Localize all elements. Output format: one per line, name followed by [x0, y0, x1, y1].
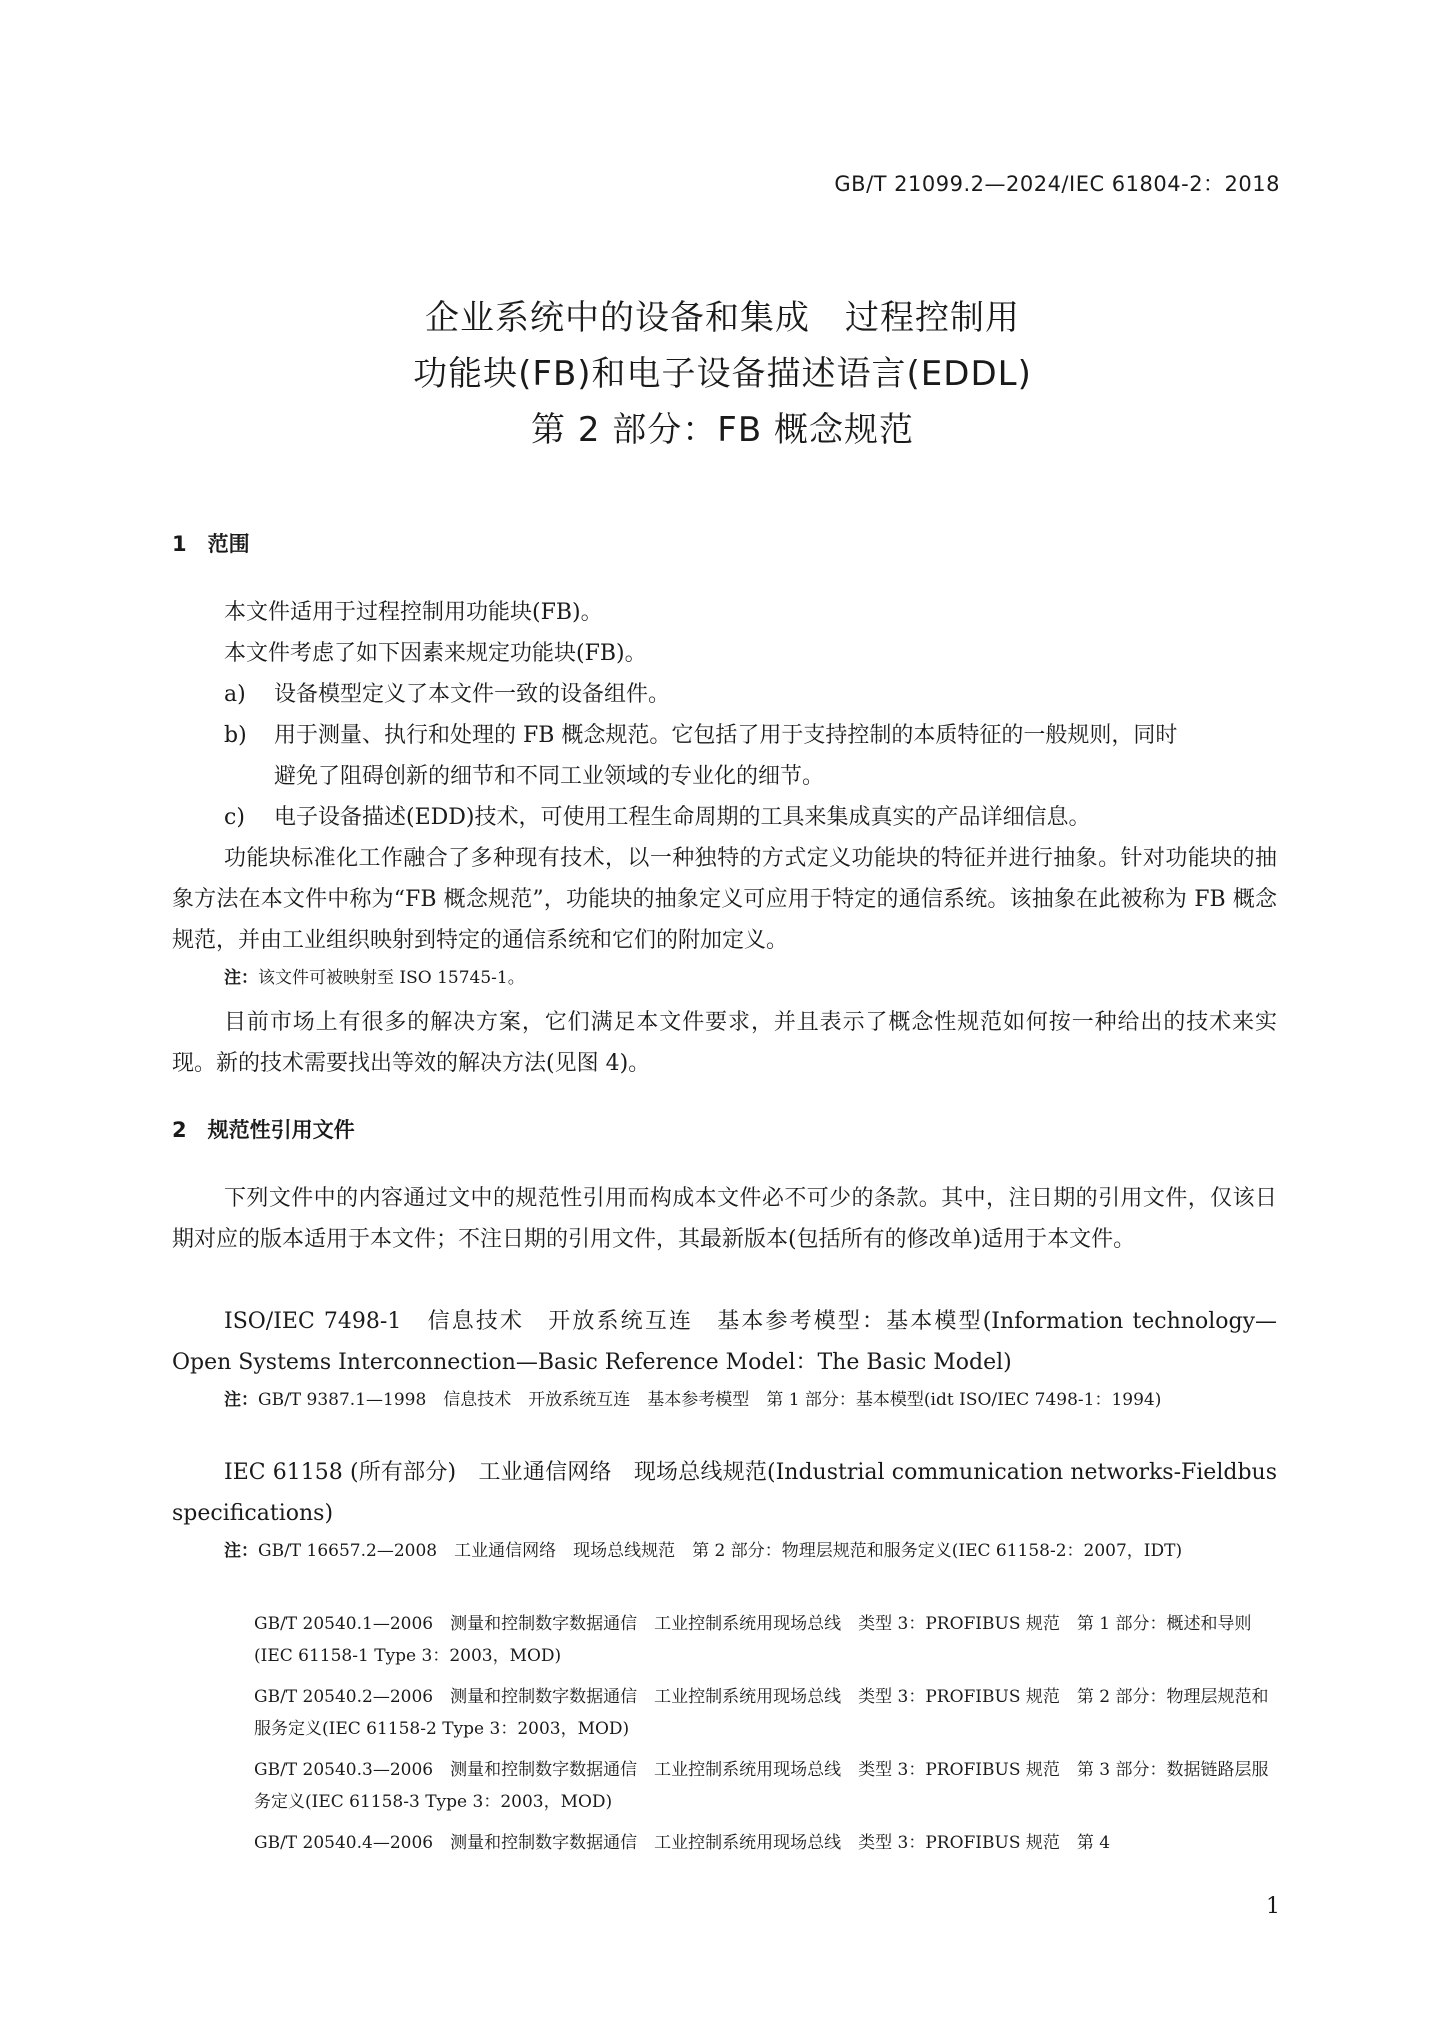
note-label: 注：	[224, 968, 258, 988]
list-item-c-label: c)	[224, 805, 245, 830]
list-item-a	[224, 674, 1284, 715]
reference-2-note-5: GB/T 20540.4—2006 测量和控制数字数据通信 工业控制系统用现场总线 类型 3：PROFIBUS 规范 第 4	[254, 1833, 1111, 1853]
section-2-paragraph-1: 下列文件中的内容通过文中的规范性引用而构成本文件必不可少的条款。其中，注日期的引用文件，仅该日期对应的版本适用于本文件；不注日期的引用文件，其最新版本(包括所有的修改单)适用于本文件。	[172, 1186, 1277, 1252]
title-line-2: 功能块(FB)和电子设备描述语言(EDDL)	[413, 354, 1032, 394]
list-item-b	[224, 715, 1284, 756]
note-text: 该文件可被映射至 ISO 15745-1。	[258, 968, 525, 988]
list-item-c-text: 电子设备描述(EDD)技术，可使用工程生命周期的工具来集成真实的产品详细信息。	[274, 805, 1091, 830]
reference-2-note-4: GB/T 20540.3—2006 测量和控制数字数据通信 工业控制系统用现场总线 类型 3：PROFIBUS 规范 第 3 部分：数据链路层服务定义(IEC 61158-3 Type 3：2003，MOD)	[254, 1760, 1269, 1812]
section-1-heading: 1 范围	[172, 532, 250, 556]
section-1-paragraph-4: 目前市场上有很多的解决方案，它们满足本文件要求，并且表示了概念性规范如何按一种给出的技术来实现。新的技术需要找出等效的解决方法(见图 4)。	[172, 1010, 1277, 1076]
reference-2-note-2: GB/T 20540.1—2006 测量和控制数字数据通信 工业控制系统用现场总线 类型 3：PROFIBUS 规范 第 1 部分：概述和导则(IEC 61158-1 Type 3：2003，MOD)	[254, 1614, 1252, 1666]
section-1-paragraph-3: 功能块标准化工作融合了多种现有技术，以一种独特的方式定义功能块的特征并进行抽象。针对功能块的抽象方法在本文件中称为“FB 概念规范”，功能块的抽象定义可应用于特定的通信系统。该抽象在此被称为 FB 概念规范，并由工业组织映射到特定的通信系统和它们的附加定义。	[172, 846, 1277, 953]
list-item-c	[224, 797, 1284, 838]
section-1-paragraph-2: 本文件考虑了如下因素来规定功能块(FB)。	[224, 641, 647, 666]
page-number: 1	[1266, 1894, 1280, 1919]
reference-2-note-1	[224, 1535, 1284, 1567]
reference-1-note-label: 注：	[224, 1390, 258, 1410]
list-item-b-text: 用于测量、执行和处理的 FB 概念规范。它包括了用于支持控制的本质特征的一般规则，同时	[274, 723, 1178, 748]
reference-1-note	[224, 1384, 1284, 1416]
reference-iec-61158: IEC 61158 (所有部分) 工业通信网络 现场总线规范(Industrial communication networks-Fieldbus specifications)	[172, 1460, 1277, 1526]
section-2-heading: 2 规范性引用文件	[172, 1118, 355, 1142]
standard-code: GB/T 21099.2—2024/IEC 61804-2：2018	[834, 172, 1280, 196]
reference-2-note-label: 注：	[224, 1541, 258, 1561]
section-1-note	[224, 962, 1284, 994]
title-line-3: 第 2 部分：FB 概念规范	[531, 410, 914, 450]
list-item-b-label: b)	[224, 723, 247, 748]
title-line-1: 企业系统中的设备和集成 过程控制用	[425, 298, 1020, 338]
reference-2-note-3: GB/T 20540.2—2006 测量和控制数字数据通信 工业控制系统用现场总线 类型 3：PROFIBUS 规范 第 2 部分：物理层规范和服务定义(IEC 61158-2 Type 3：2003，MOD)	[254, 1687, 1269, 1739]
reference-1-note-text: GB/T 9387.1—1998 信息技术 开放系统互连 基本参考模型 第 1 部分：基本模型(idt ISO/IEC 7498-1：1994)	[258, 1390, 1162, 1410]
list-item-a-label: a)	[224, 682, 246, 707]
document-title	[0, 290, 1445, 458]
reference-2-note-1-text: GB/T 16657.2—2008 工业通信网络 现场总线规范 第 2 部分：物理层规范和服务定义(IEC 61158-2：2007，IDT)	[258, 1541, 1183, 1561]
list-item-b-continuation: 避免了阻碍创新的细节和不同工业领域的专业化的细节。	[274, 764, 825, 789]
section-1-paragraph-1: 本文件适用于过程控制用功能块(FB)。	[224, 600, 603, 625]
list-item-a-text: 设备模型定义了本文件一致的设备组件。	[274, 682, 671, 707]
reference-iso-iec-7498-1: ISO/IEC 7498-1 信息技术 开放系统互连 基本参考模型：基本模型(Information technology—Open Systems Interconnection—Basic Reference Model：The Basic Model)	[172, 1309, 1277, 1375]
